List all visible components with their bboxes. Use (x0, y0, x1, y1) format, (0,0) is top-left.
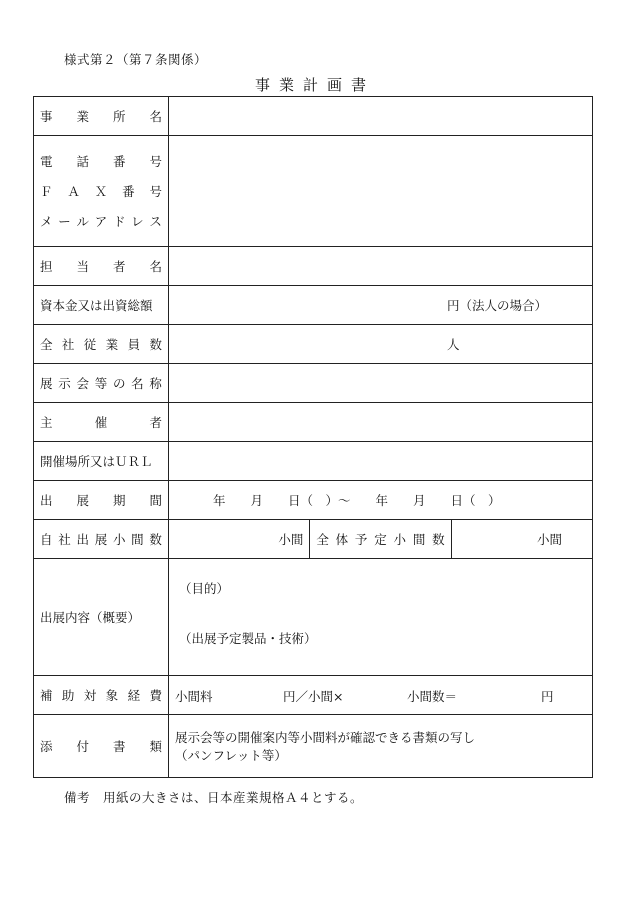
label-char: ア (94, 214, 108, 229)
label-char: 対 (83, 688, 97, 703)
label-char: 催 (94, 415, 108, 430)
label-char: 費 (149, 688, 162, 703)
label-char: 間 (131, 532, 144, 547)
attachments-line2: （パンフレット等） (175, 748, 287, 763)
label-char: 全 (316, 532, 329, 547)
label-capital: 資本金又は出資総額 (34, 286, 169, 325)
label-cost (34, 676, 169, 715)
label-char: 予 (354, 532, 368, 547)
label-char: 出 (40, 493, 53, 508)
row-contact (34, 136, 593, 247)
label-char: 号 (149, 184, 162, 199)
cost-field[interactable] (169, 676, 593, 715)
own-booths-field[interactable] (169, 520, 310, 559)
total-booths-field[interactable] (451, 520, 592, 559)
label-char: 間 (412, 532, 426, 547)
label-char: 社 (58, 532, 71, 547)
own-booths-unit: 小間 (278, 532, 304, 547)
label-char: 体 (335, 532, 349, 547)
label-char: 名 (149, 109, 162, 124)
label-char: ド (112, 214, 126, 229)
row-cost (34, 676, 593, 715)
label-organizer (34, 403, 169, 442)
employees-unit: 人 (447, 337, 460, 352)
label-phone (40, 152, 162, 170)
label-char: 所 (112, 109, 126, 124)
row-office-name (34, 97, 593, 136)
label-char: 担 (40, 259, 53, 274)
label-person (34, 247, 169, 286)
label-char: Ａ (67, 184, 80, 199)
venue-field[interactable] (169, 442, 593, 481)
label-char: 経 (127, 688, 141, 703)
label-booths (34, 520, 169, 559)
label-char: 番 (122, 184, 135, 199)
row-capital (34, 286, 593, 325)
row-attachments (34, 715, 593, 778)
label-char: 付 (76, 739, 89, 754)
attachments-field[interactable] (169, 715, 593, 778)
label-char: 示 (58, 376, 71, 391)
label-char: ス (149, 214, 162, 229)
business-plan-table (33, 96, 593, 778)
capital-field[interactable] (169, 286, 593, 325)
label-char: 助 (61, 688, 75, 703)
label-char: 号 (149, 154, 162, 169)
label-char: Ｘ (94, 184, 108, 199)
label-char: 添 (40, 739, 53, 754)
cost-per-booth: 円／小間× (283, 689, 344, 704)
cost-booth-count: 小間数＝ (407, 689, 458, 704)
label-char: ル (76, 214, 89, 229)
label-char: 小 (393, 532, 407, 547)
label-char: 業 (105, 337, 119, 352)
attachments-line1: 展示会等の開催案内等小間料が確認できる書類の写し (175, 730, 476, 745)
office-name-field[interactable] (169, 97, 593, 136)
label-char: Ｆ (40, 184, 53, 199)
label-char: の (112, 376, 126, 391)
row-content (34, 559, 593, 676)
content-products: （出展予定製品・技術） (179, 631, 317, 646)
label-email (40, 212, 162, 230)
label-char: 数 (149, 337, 162, 352)
label-char: 番 (112, 154, 126, 169)
label-char: 補 (40, 688, 53, 703)
label-char: 当 (76, 259, 89, 274)
organizer-field[interactable] (169, 403, 593, 442)
label-char: 出 (76, 532, 89, 547)
content-purpose: （目的） (179, 581, 230, 596)
label-venue: 開催場所又はＵＲＬ (34, 442, 169, 481)
label-char: 員 (127, 337, 141, 352)
label-employees (34, 325, 169, 364)
total-booths-unit: 小間 (536, 532, 562, 547)
cost-yen: 円 (541, 689, 554, 704)
row-person (34, 247, 593, 286)
form-number: 様式第２（第７条関係） (64, 52, 208, 67)
period-template: 年 月 日（ ）～ 年 月 日（ ） (213, 493, 501, 508)
label-char: 者 (149, 415, 162, 430)
label-char: 事 (40, 109, 53, 124)
label-fax (40, 182, 162, 200)
document-title: 事業計画書 (254, 76, 375, 94)
label-char: 展 (40, 376, 53, 391)
label-exhibition-name (34, 364, 169, 403)
label-attachments (34, 715, 169, 778)
label-char: 業 (76, 109, 89, 124)
label-char: 自 (40, 532, 53, 547)
row-employees (34, 325, 593, 364)
label-period (34, 481, 169, 520)
row-period (34, 481, 593, 520)
label-total-booths (310, 520, 451, 559)
label-char: 名 (149, 259, 162, 274)
label-char: 展 (76, 493, 89, 508)
row-booths (34, 520, 593, 559)
label-char: メ (40, 214, 53, 229)
row-exhibition-name (34, 364, 593, 403)
label-char: 者 (112, 259, 126, 274)
label-char: 全 (40, 337, 53, 352)
footnote: 備考 用紙の大きさは、日本産業規格Ａ４とする。 (64, 790, 364, 805)
person-field[interactable] (169, 247, 593, 286)
label-char: 主 (40, 415, 53, 430)
label-char: 数 (432, 532, 445, 547)
label-char: 書 (112, 739, 126, 754)
label-char: 話 (76, 154, 89, 169)
label-char: 名 (131, 376, 144, 391)
label-content: 出展内容（概要） (34, 559, 169, 676)
label-char: 称 (149, 376, 162, 391)
label-char: 数 (149, 532, 162, 547)
label-char: 間 (149, 493, 162, 508)
label-office-name (34, 97, 169, 136)
label-char: 従 (83, 337, 97, 352)
capital-unit: 円（法人の場合） (447, 298, 548, 313)
employees-field[interactable] (169, 325, 593, 364)
label-char: ー (58, 214, 71, 229)
label-char: 電 (40, 154, 53, 169)
row-venue (34, 442, 593, 481)
contact-field[interactable] (169, 136, 593, 247)
label-char: 象 (105, 688, 119, 703)
label-contact (34, 136, 169, 247)
label-char: 等 (94, 376, 108, 391)
label-char: レ (131, 214, 144, 229)
cost-booth-fee: 小間料 (175, 689, 213, 704)
label-char: 類 (149, 739, 162, 754)
label-char: 社 (61, 337, 75, 352)
period-field[interactable] (169, 481, 593, 520)
label-char: 期 (112, 493, 126, 508)
exhibition-name-field[interactable] (169, 364, 593, 403)
label-char: 会 (76, 376, 89, 391)
label-char: 小 (112, 532, 126, 547)
label-char: 定 (374, 532, 387, 547)
content-field[interactable] (169, 559, 593, 676)
row-organizer (34, 403, 593, 442)
label-char: 展 (94, 532, 108, 547)
